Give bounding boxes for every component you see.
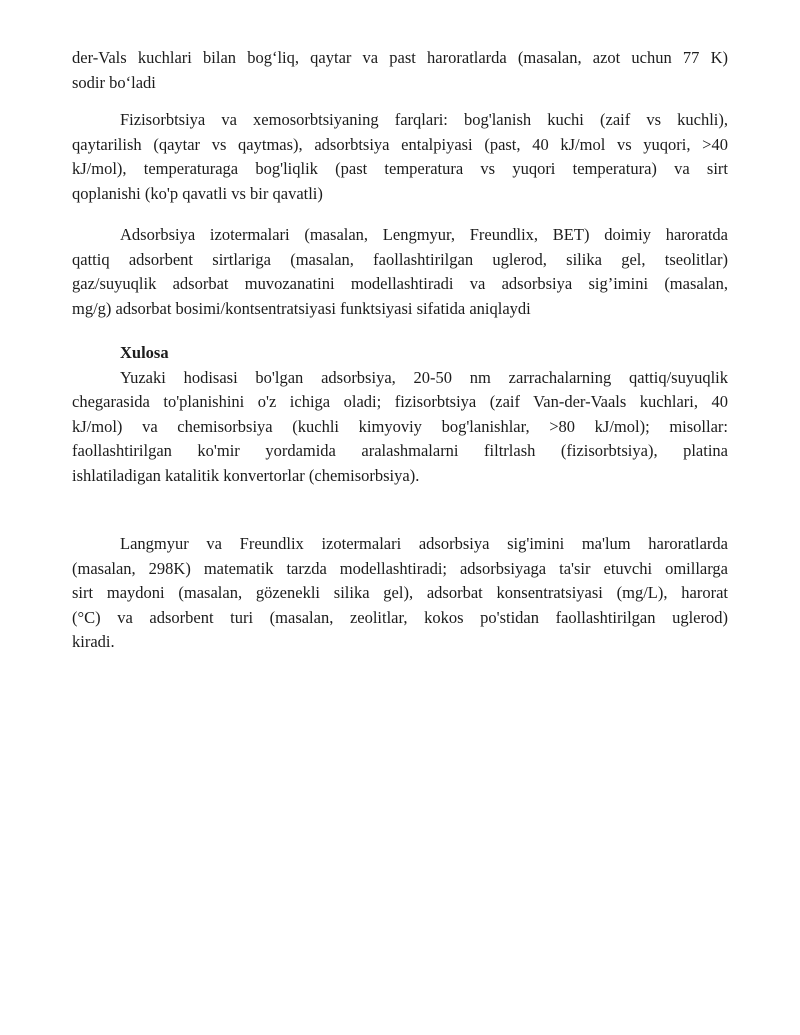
text-line: sirt maydoni (masalan, gözenekli silika gel), adsorbat konsentratsiyasi (mg/L), harorat [72,583,728,602]
text-line: ishlatiladigan katalitik konvertorlar (chemisorbsiya). [72,465,420,485]
text-line: gaz/suyuqlik adsorbat muvozanatini modellashtiradi va adsorbsiya sig’imini (masalan, [72,274,728,293]
paragraph-adsorption-isotherms [72,223,728,321]
paragraph-langmuir-freundlich [72,532,728,655]
text-line: faollashtirilgan ko'mir yordamida aralashmalarni filtrlash (fizisorbtsiya), platina [72,441,728,460]
text-line: Yuzaki hodisasi bo'lgan adsorbsiya, 20-50 nm zarrachalarning qattiq/suyuqlik [120,367,728,387]
paragraph-summary [72,366,728,489]
text-line: Adsorbsiya izotermalari (masalan, Lengmyur, Freundlix, BET) doimiy haroratda [120,225,728,244]
text-line: Langmyur va Freundlix izotermalari adsorbsiya sig'imini ma'lum haroratlarda [120,534,728,553]
paragraph-physisorption-continuation [72,46,728,95]
paragraph-physisorption-vs-chemisorption [72,108,728,206]
heading-xulosa [72,341,728,366]
text-line: qoplanishi (ko'p qavatli vs bir qavatli) [72,183,323,203]
text-line: qattiq adsorbent sirtlariga (masalan, faollashtirilgan uglerod, silika gel, tseolitlar) [72,249,728,269]
section-heading: Xulosa [120,343,169,362]
text-line: kJ/mol) va chemisorbsiya (kuchli kimyoviy bog'lanishlar, >80 kJ/mol); misollar: [72,416,728,436]
text-line: sodir bo‘ladi [72,72,156,92]
text-line: (masalan, 298K) matematik tarzda modellashtiradi; adsorbsiyaga ta'sir etuvchi omillarga [72,558,728,578]
text-line: der-Vals kuchlari bilan bog‘liq, qaytar va past haroratlarda (masalan, azot uchun 77 K) [72,48,728,67]
text-line: chegarasida to'planishini o'z ichiga oladi; fizisorbtsiya (zaif Van-der-Vaals kuchlari, 40 [72,392,728,411]
text-line: (°C) va adsorbent turi (masalan, zeolitlar, kokos po'stidan faollashtirilgan uglerod) [72,607,728,627]
text-line: mg/g) adsorbat bosimi/kontsentratsiyasi funktsiyasi sifatida aniqlaydi [72,298,531,318]
text-line: Fizisorbtsiya va xemosorbtsiyaning farqlari: bog'lanish kuchi (zaif vs kuchli), [120,110,728,129]
text-line: kiradi. [72,632,115,651]
text-line: kJ/mol), temperaturaga bog'liqlik (past temperatura vs yuqori temperatura) va sirt [72,159,728,178]
text-line: qaytarilish (qaytar vs qaytmas), adsorbtsiya entalpiyasi (past, 40 kJ/mol vs yuqori, >40 [72,134,728,154]
